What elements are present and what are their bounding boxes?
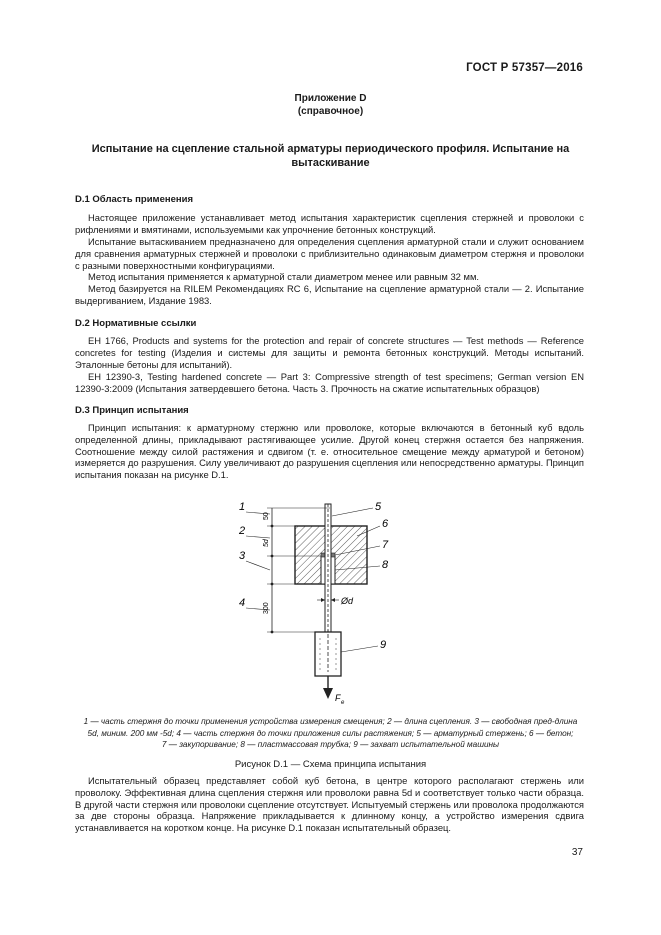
legend-line: 1 — часть стержня до точки применения устройства измерения смещения; 2 — длина сцепления. 3 — свободная пред-длина (83, 717, 578, 726)
callout-5: 5 (375, 501, 382, 513)
paragraph: ЕН 1766, Products and systems for the protection and repair of concrete structures — Test methods — Reference concretes for testing (Изделия и системы для защиты и ремонта бетонных конструкций. Методы испытаний. Эталонные бетоны для испытаний). (75, 335, 584, 370)
force-label: F (335, 693, 341, 703)
force-subscript: e (341, 700, 345, 706)
section-heading-d2: D.2 Нормативные ссылки (75, 318, 197, 329)
paragraph: Настоящее приложение устанавливает метод испытания характеристик сцепления стержней и проволоки с рифлениями и вмятинами, используемыми как упрочнение бетонных конструкций. (75, 212, 584, 235)
force-arrow (323, 688, 333, 699)
section-heading-d1: D.1 Область применения (75, 194, 194, 205)
annex-heading (0, 92, 661, 118)
annex-label: Приложение D (294, 93, 367, 104)
legend-line: 7 — закупоривание; 8 — пластмассовая трубка; 9 — захват испытательной машины (161, 740, 500, 749)
paragraph: Испытание вытаскиванием предназначено для определения сцепления арматурной стали и служит основанием для сравнения арматурных стержней и проволоки с приблизительно одинаковым диаметром стержня и проволоки с разными поверхностными конфигурациями. (75, 236, 584, 271)
dim-label: 300 (263, 602, 270, 614)
callout-9: 9 (380, 639, 387, 651)
standard-code: ГОСТ Р 57357—2016 (466, 62, 583, 74)
callout-7: 7 (382, 539, 389, 551)
diameter-label: Ød (341, 596, 354, 606)
closing-paragraph: Испытательный образец представляет собой куб бетона, в центре которого располагают стержень или проволоку. Эффективная длина сцепления стержня или проволоки равна 5d и соответствует только части образца. В другой части стержня или проволоки сцепление отсутствует. Испытуемый стержень или проволока продолжаются за две стороны образца. Напряжение прикладывается к длинному концу, а устройство измерения сдвига устанавливается на коротком конце. На рисунке D.1 показан испытательный образец. (75, 775, 584, 834)
annex-title: Испытание на сцепление стальной арматуры периодического профиля. Испытание на вытаскивание (91, 143, 570, 169)
paragraph: Метод базируется на RILEM Рекомендациях RC 6, Испытание на сцепление арматурной стали — 2. Испытание выдергиванием, Издание 1983. (75, 283, 584, 306)
legend-line: 5d, миним. 200 мм -5d; 4 — часть стержня до точки приложения силы растяжения; 5 — арматурный стержень; 6 — бетон; (87, 728, 574, 738)
callout-3: 3 (239, 550, 246, 562)
pull-out-test-diagram (225, 500, 405, 710)
rebar (325, 504, 331, 632)
figure-caption: Рисунок D.1 — Схема принципа испытания (234, 759, 427, 770)
callout-8: 8 (382, 559, 389, 571)
annex-note: (справочное) (297, 106, 364, 117)
paragraph: ЕН 12390-3, Testing hardened concrete — Part 3: Compressive strength of test specimens; German version EN 12390-3:2009 (Испытания затвердевшего бетона. Часть 3. Прочность на сжатие испытательных образцов) (75, 371, 584, 394)
callout-6: 6 (382, 518, 389, 530)
callout-4: 4 (239, 597, 246, 609)
dim-label: 5d (263, 539, 270, 547)
page-number: 37 (571, 847, 583, 858)
paragraph: Принцип испытания: к арматурному стержню или проволоке, которые включаются в бетонный куб вдоль определенной длины, прикладывают растягивающее усилие. Другой конец стержня остается без напряжения. Соотношение между силой растяжения и сдвигом (т. е. относительное смещение между арматурой и бетоном) измеряется до разрушения. Силу увеличивают до разрушения сцепления или непосредственно арматуры. Принцип испытания показан на рисунке D.1. (75, 422, 584, 481)
callout-1: 1 (239, 501, 246, 513)
section-heading-d3: D.3 Принцип испытания (75, 405, 189, 416)
callout-2: 2 (239, 525, 246, 537)
paragraph: Метод испытания применяется к арматурной стали диаметром менее или равным 32 мм. (88, 271, 480, 282)
figure-legend (55, 716, 606, 751)
dim-label: 50 (263, 512, 270, 520)
